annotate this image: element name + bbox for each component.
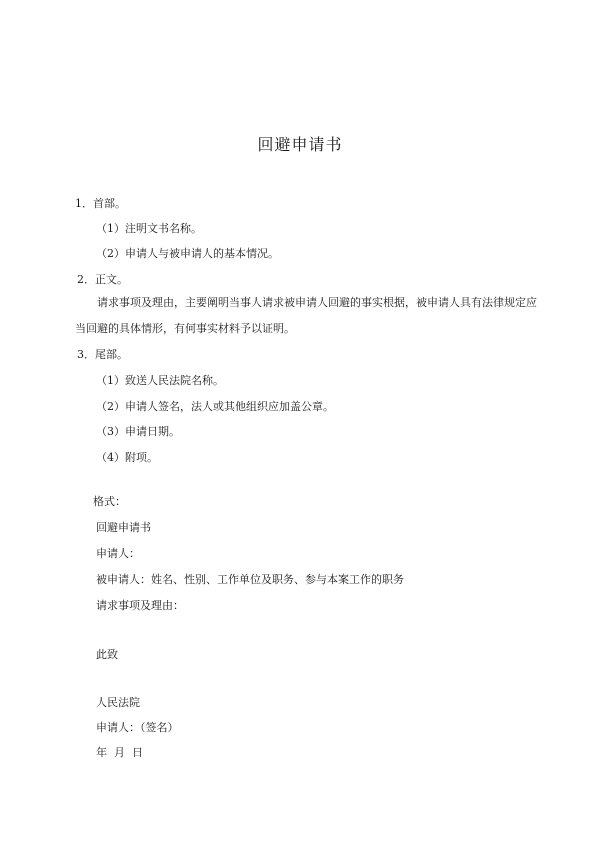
- format-date: 年 月 日: [96, 746, 143, 759]
- format-applicant: 申请人：: [96, 547, 140, 560]
- format-salutation: 此致: [96, 648, 118, 661]
- section-3-item-2: （2）申请人签名，法人或其他组织应加盖公章。: [96, 400, 334, 413]
- format-court: 人民法院: [96, 696, 140, 709]
- format-doc-title: 回避申请书: [96, 521, 151, 534]
- section-3-item-3: （3）申请日期。: [96, 425, 180, 438]
- document-title: 回避申请书: [257, 135, 343, 154]
- section-3-item-1: （1）致送人民法院名称。: [96, 374, 224, 387]
- format-label: 格式：: [93, 495, 126, 508]
- section-3-item-4: （4）附项。: [96, 451, 158, 464]
- section-1-heading: 1．首部。: [75, 197, 126, 210]
- section-1-item-2: （2）申请人与被申请人的基本情况。: [96, 247, 279, 260]
- section-2-heading: 2．正文。: [77, 273, 128, 286]
- section-1-item-1: （1）注明文书名称。: [96, 222, 202, 235]
- format-signature: 申请人：（签名）: [96, 721, 179, 734]
- format-respondent: 被申请人：姓名、性别、工作单位及职务、参与本案工作的职务: [96, 573, 404, 586]
- format-request: 请求事项及理由：: [96, 599, 184, 612]
- section-3-heading: 3．尾部。: [77, 348, 128, 361]
- section-2-body: 请求事项及理由，主要阐明当事人请求被申请人回避的事实根据，被申请人具有法律规定应当回避的具体情形，有何事实材料予以证明。: [75, 296, 537, 335]
